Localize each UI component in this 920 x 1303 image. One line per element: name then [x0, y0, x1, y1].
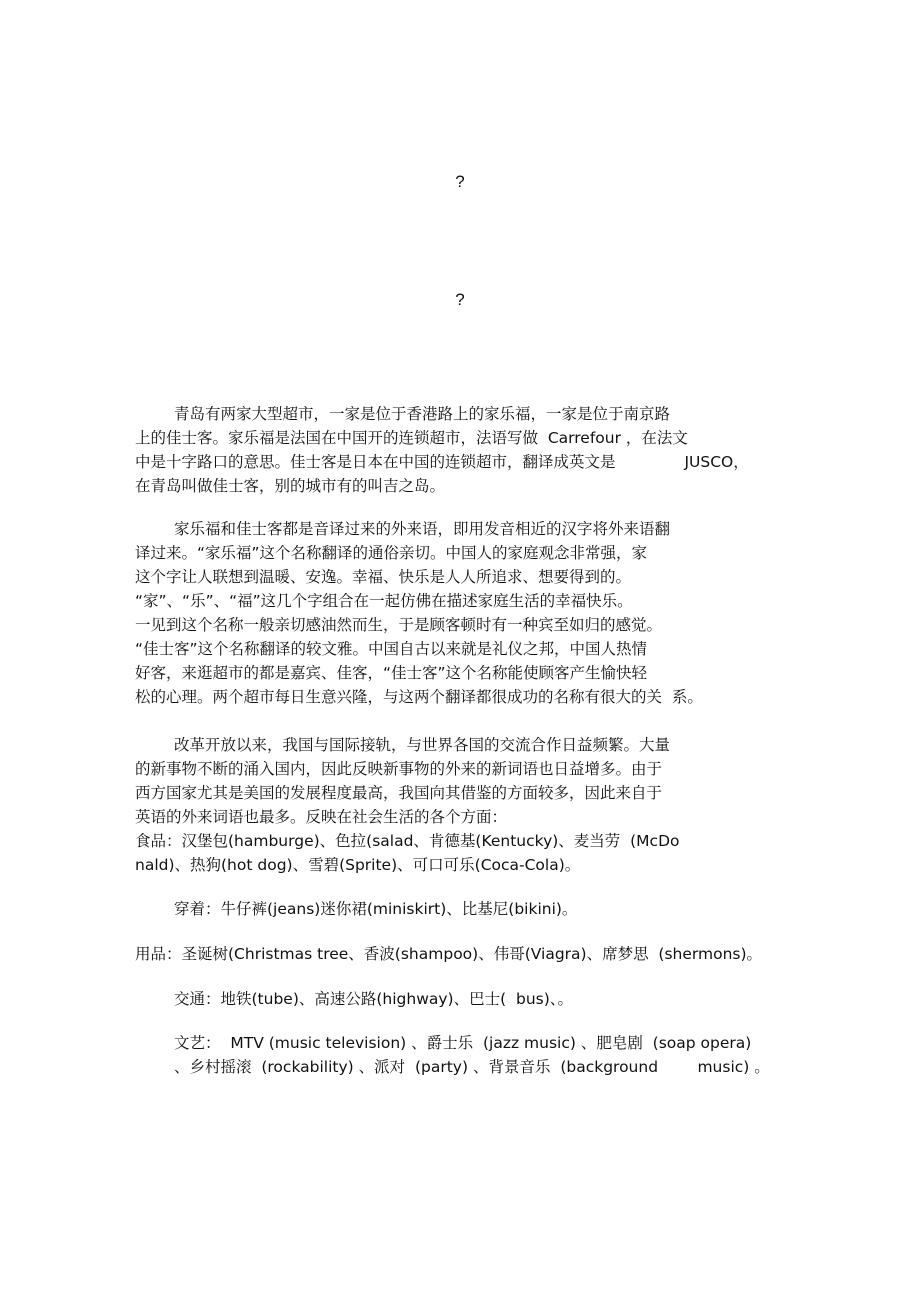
paragraph-1-line-1: 青岛有两家大型超市，一家是位于香港路上的家乐福，一家是位于南京路	[174, 405, 671, 423]
arts-line-2: 、乡村摇滚 (rockability) 、派对 (party) 、背景音乐 (background music) 。	[174, 1058, 770, 1076]
paragraph-2-line-8: 松的心理。两个超市每日生意兴隆，与这两个翻译都很成功的名称有很大的关 系。	[135, 688, 703, 706]
heading-placeholder-1: ?	[455, 172, 465, 191]
paragraph-2-line-2: 译过来。“家乐福”这个名称翻译的通俗亲切。中国人的家庭观念非常强，家	[135, 544, 648, 562]
paragraph-2-line-3: 这个字让人联想到温暖、安逸。幸福、快乐是人人所追求、想要得到的。	[135, 568, 632, 586]
clothing-line: 穿着：牛仔裤(jeans)迷你裙(miniskirt)、比基尼(bikini)。	[174, 900, 578, 918]
paragraph-3-line-1: 改革开放以来，我国与国际接轨，与世界各国的交流合作日益频繁。大量	[174, 736, 671, 754]
paragraph-1-line-2: 上的佳士客。家乐福是法国在中国开的连锁超市，法语写做 Carrefour ，在法文	[135, 429, 688, 447]
paragraph-2-line-7: 好客，来逛超市的都是嘉宾、佳客，“佳士客”这个名称能使顾客产生愉快轻	[135, 664, 648, 682]
food-line-1: 食品：汉堡包(hamburge)、色拉(salad、肯德基(Kentucky)、麦当劳 (McDo	[135, 832, 680, 850]
transport-line: 交通：地铁(tube)、高速公路(highway)、巴士( bus)、。	[174, 990, 574, 1008]
paragraph-3-line-3: 西方国家尤其是美国的发展程度最高，我国向其借鉴的方面较多，因此来自于	[135, 784, 663, 802]
heading-placeholder-2: ?	[455, 290, 465, 309]
paragraph-3-line-2: 的新事物不断的涌入国内，因此反映新事物的外来的新词语也日益增多。由于	[135, 760, 663, 778]
paragraph-1-line-3: 中是十字路口的意思。佳士客是日本在中国的连锁超市，翻译成英文是 JUSCO，	[135, 453, 749, 471]
goods-line: 用品：圣诞树(Christmas tree、香波(shampoo)、伟哥(Viagra)、席梦思 (shermons)。	[135, 945, 763, 963]
paragraph-2-line-1: 家乐福和佳士客都是音译过来的外来语，即用发音相近的汉字将外来语翻	[174, 520, 671, 538]
paragraph-1-line-4: 在青岛叫做佳士客，别的城市有的叫吉之岛。	[135, 477, 446, 495]
paragraph-3-line-4: 英语的外来词语也最多。反映在社会生活的各个方面：	[135, 808, 508, 826]
paragraph-2-line-6: “佳士客”这个名称翻译的较文雅。中国自古以来就是礼仪之邦，中国人热情	[135, 640, 648, 658]
paragraph-2-line-5: 一见到这个名称一般亲切感油然而生，于是顾客顿时有一种宾至如归的感觉。	[135, 616, 663, 634]
paragraph-2-line-4: “家”、“乐”、“福”这几个字组合在一起仿佛在描述家庭生活的幸福快乐。	[135, 592, 633, 610]
food-line-2: nald)、热狗(hot dog)、雪碧(Sprite)、可口可乐(Coca-Cola)。	[135, 856, 581, 874]
arts-line-1: 文艺： MTV (music television) 、爵士乐 (jazz music) 、肥皂剧 (soap opera)	[174, 1034, 752, 1052]
